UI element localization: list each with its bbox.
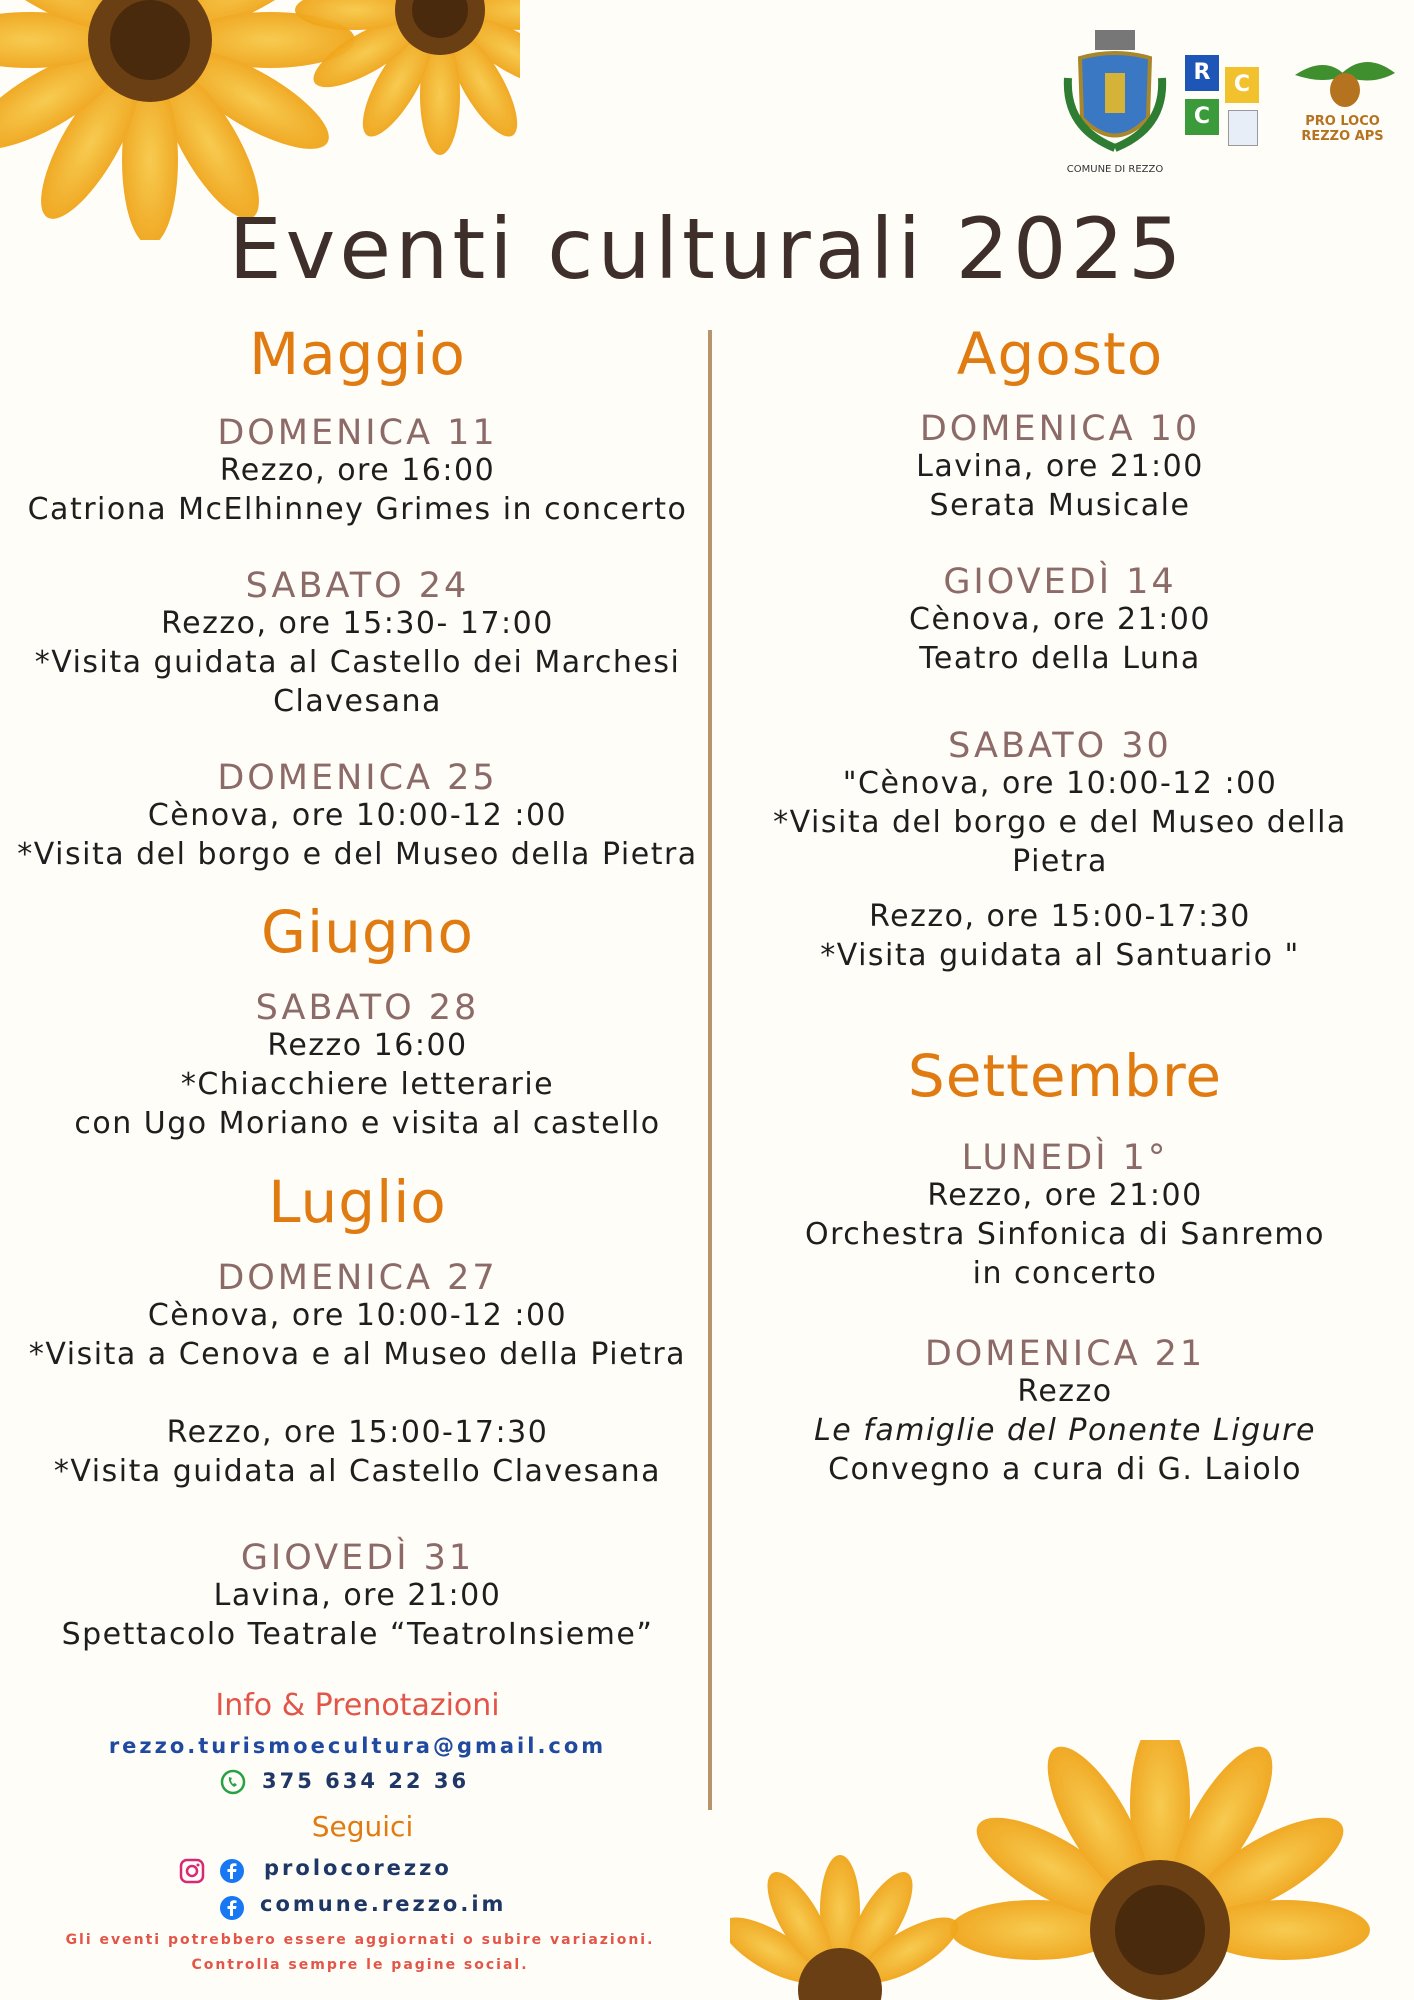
sunflower-bottom-right-decoration: [730, 1740, 1414, 2000]
disclaimer-line: Controlla sempre le pagine social.: [191, 1957, 529, 1973]
proloco-line1: PRO LOCO: [1305, 114, 1380, 129]
whatsapp-icon: [220, 1769, 246, 1795]
event-line: Cènova, ore 10:00-12 :00: [147, 1298, 568, 1333]
event-day: SABATO 24: [245, 566, 470, 606]
event-day: GIOVEDÌ 31: [240, 1538, 475, 1578]
email-link[interactable]: rezzo.turismoecultura@gmail.com: [108, 1734, 607, 1758]
event-line: Convegno a cura di G. Laiolo: [828, 1452, 1302, 1487]
instagram-icon[interactable]: [179, 1858, 205, 1884]
rcc-c-tile-2: C: [1185, 99, 1219, 135]
month-heading-settembre: Settembre: [907, 1042, 1223, 1110]
proloco-logo: [1285, 55, 1400, 155]
event-line: Clavesana: [273, 684, 442, 719]
facebook-icon[interactable]: [219, 1895, 245, 1921]
coat-of-arms-icon: [1060, 28, 1170, 158]
social-handle-comune[interactable]: comune.rezzo.im: [260, 1892, 507, 1916]
event-day: DOMENICA 25: [217, 758, 498, 798]
event-line: Lavina, ore 21:00: [213, 1578, 502, 1613]
event-line: Spettacolo Teatrale “TeatroInsieme”: [61, 1617, 654, 1652]
phone-number[interactable]: 375 634 22 36: [262, 1769, 470, 1793]
event-line: *Visita del borgo e del Museo della Pietra: [17, 837, 698, 872]
event-line: Lavina, ore 21:00: [916, 449, 1204, 484]
month-heading-agosto: Agosto: [956, 320, 1164, 388]
event-line: *Visita guidata al Castello dei Marchesi: [34, 645, 681, 680]
event-line: Rezzo 16:00: [267, 1028, 468, 1063]
info-heading: Info & Prenotazioni: [215, 1688, 500, 1723]
page-title: Eventi culturali 2025: [228, 200, 1186, 298]
event-line: *Chiacchiere letterarie: [180, 1067, 555, 1102]
event-line: Cènova, ore 10:00-12 :00: [147, 798, 568, 833]
event-line: *Visita guidata al Santuario ": [820, 938, 1300, 973]
facebook-icon[interactable]: [219, 1858, 245, 1884]
event-line: *Visita guidata al Castello Clavesana: [53, 1454, 662, 1489]
event-day: LUNEDÌ 1°: [961, 1138, 1169, 1178]
comune-di-rezzo-logo: [1060, 28, 1170, 178]
event-day: GIOVEDÌ 14: [943, 562, 1177, 602]
event-line: Le famiglie del Ponente Ligure: [814, 1413, 1316, 1448]
rcc-small-crest-icon: [1228, 110, 1258, 146]
event-day: SABATO 30: [948, 726, 1172, 766]
event-line: Cènova, ore 21:00: [909, 602, 1211, 637]
event-line: "Cènova, ore 10:00-12 :00: [842, 766, 1278, 801]
event-line: Rezzo, ore 15:00-17:30: [869, 899, 1251, 934]
follow-heading: Seguici: [311, 1810, 414, 1843]
event-line: in concerto: [972, 1256, 1158, 1291]
event-line: *Visita a Cenova e al Museo della Pietra: [28, 1337, 687, 1372]
event-day: SABATO 28: [255, 988, 480, 1028]
event-line: Catriona McElhinney Grimes in concerto: [27, 492, 688, 527]
social-handle-prolocorezzo[interactable]: prolocorezzo: [264, 1856, 452, 1880]
chestnut-leaf-icon: [1285, 55, 1400, 110]
event-day: DOMENICA 21: [924, 1334, 1206, 1374]
event-day: DOMENICA 10: [919, 409, 1201, 449]
comune-label: COMUNE DI REZZO: [1066, 164, 1164, 175]
rcc-c-tile-1: C: [1225, 67, 1259, 103]
event-line: Orchestra Sinfonica di Sanremo: [804, 1217, 1326, 1252]
event-line: con Ugo Moriano e visita al castello: [74, 1106, 661, 1141]
event-day: DOMENICA 27: [217, 1258, 498, 1298]
month-heading-maggio: Maggio: [249, 320, 466, 388]
event-line: Serata Musicale: [929, 488, 1191, 523]
event-line: Rezzo, ore 16:00: [219, 453, 496, 488]
event-line: Rezzo: [1017, 1374, 1113, 1409]
event-line: Pietra: [1012, 844, 1108, 879]
event-line: Rezzo, ore 21:00: [927, 1178, 1203, 1213]
rcc-r-tile: R: [1185, 55, 1219, 91]
event-line: Rezzo, ore 15:00-17:30: [166, 1415, 549, 1450]
event-line: *Visita del borgo e del Museo della: [773, 805, 1347, 840]
event-line: Rezzo, ore 15:30- 17:00: [161, 606, 554, 641]
disclaimer-line: Gli eventi potrebbero essere aggiornati o subire variazioni.: [65, 1932, 655, 1948]
month-heading-giugno: Giugno: [261, 898, 474, 966]
rcc-logo: [1185, 55, 1275, 150]
event-line: Teatro della Luna: [919, 641, 1201, 676]
event-day: DOMENICA 11: [217, 413, 498, 453]
proloco-line2: REZZO APS: [1301, 129, 1384, 144]
month-heading-luglio: Luglio: [268, 1168, 447, 1236]
